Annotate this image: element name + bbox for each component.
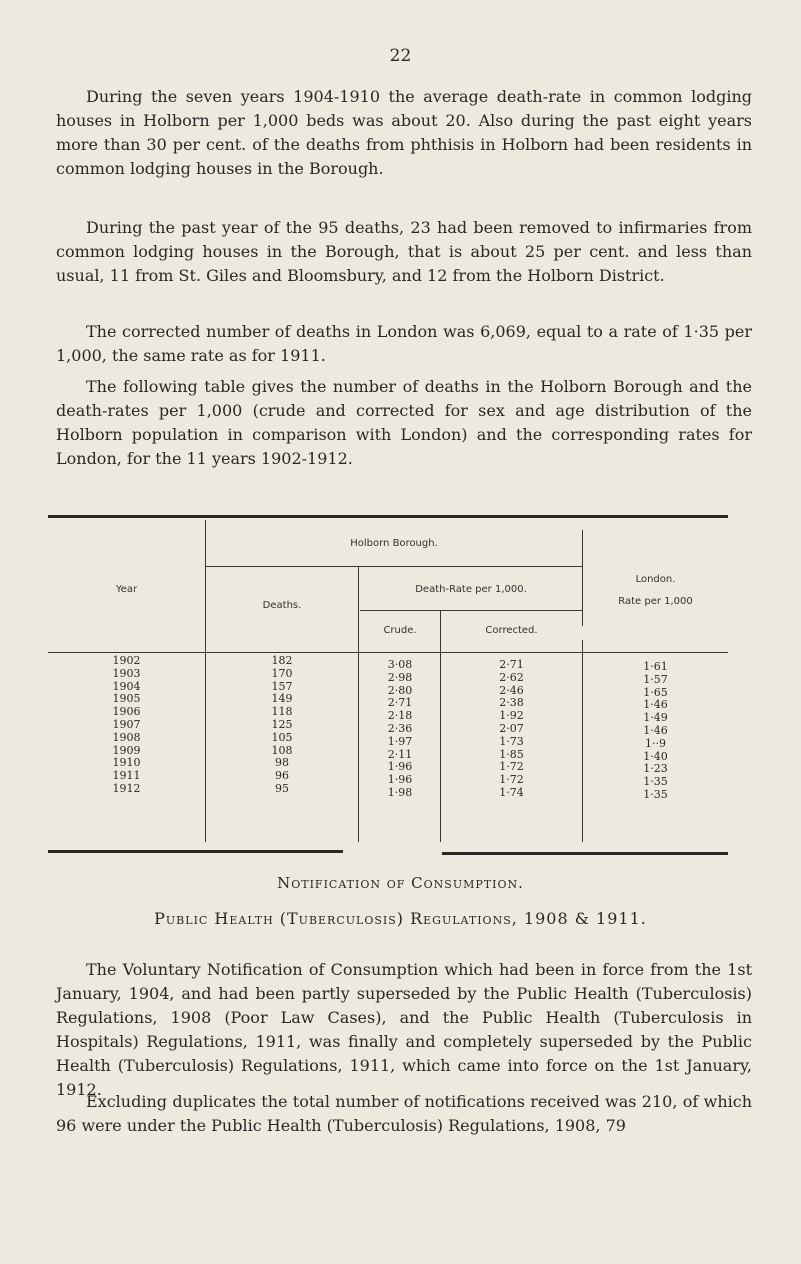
table-cell: 1907 [112,717,141,731]
table-cell: 2·38 [499,696,524,710]
table-cell: 105 [271,730,293,744]
table-cell: 1902 [112,654,141,667]
table-cell: 1910 [112,756,141,770]
paragraph-london-deaths: The corrected number of deaths in London was 6,069, equal to a rate of 1·35 per 1,000, the same rate as for 1911. [56,322,752,365]
table-cell: 1·40 [643,749,668,763]
header-london: London. [635,574,676,585]
header-london-rate: Rate per 1,000 [618,596,693,607]
table-cell: 1·96 [387,773,413,787]
table-cell: 1·96 [387,760,413,774]
table-cell: 170 [271,666,293,680]
table-cell: 1912 [112,781,141,795]
table-cell: 96 [275,769,289,783]
header-holborn-borough: Holborn Borough. [350,538,438,549]
table-cell: 118 [271,705,293,719]
table-cell: 1911 [112,769,141,783]
page-number: 22 [389,46,412,66]
table-cell: 1·98 [387,785,413,799]
table-cell: 1·61 [643,660,668,673]
table-cell: 2·98 [387,670,413,684]
paragraph-voluntary-notification: The Voluntary Notification of Consumption which had been in force from the 1st January, 1904, and had been partly superseded by the Public Health (Tuberculosis) Regulations, 1908 (Poor Law Cases), and the Public Health (Tuberculosis in Hospitals) Regulations, 1911, was finally and completely superseded by the Public Health (Tuberculosis) Regulations, 1911, which came into force on the 1st January, 1912. [56,960,752,1099]
table-cell: 1·97 [387,734,413,748]
table-cell: 1··9 [645,736,666,750]
column-corrected [441,659,582,800]
table-cell: 1·46 [643,698,668,712]
table-cell: 1908 [112,730,141,744]
table-cell: 1906 [112,705,141,719]
table-cell: 2·71 [499,658,524,671]
table-cell: 149 [271,692,293,706]
table-cell: 1·35 [643,775,668,789]
table-cell: 2·62 [499,670,524,684]
column-london-rate [583,661,728,802]
table-cell: 1903 [112,666,141,680]
table-cell: 2·36 [387,721,413,735]
table-cell: 1·57 [643,672,668,686]
table-cell: 157 [271,679,293,693]
paragraph-notifications-total: Excluding duplicates the total number of notifications received was 210, of which 96 were under the Public Health (Tuberculosis) Regulations, 1908, 79 [56,1092,752,1135]
table-cell: 1·72 [499,773,524,787]
table-cell: 1·49 [643,711,668,725]
section-heading-notification: Notification of Consumption. [277,874,524,892]
table-cell: 3·08 [387,658,413,671]
table-cell: 2·46 [499,683,524,697]
column-year [48,655,205,796]
table-cell: 125 [271,717,293,731]
table-cell: 2·80 [387,683,413,697]
table-cell: 1904 [112,679,141,693]
table-cell: 1909 [112,743,141,757]
table-cell: 2·07 [499,721,524,735]
table-cell: 95 [275,781,289,795]
table-cell: 1·92 [499,709,524,723]
header-corrected: Corrected. [485,625,538,636]
table-cell: 1·35 [643,787,668,801]
table-cell: 1·73 [499,734,524,748]
table-cell: 1905 [112,692,141,706]
header-deaths: Deaths. [262,600,302,611]
header-crude: Crude. [383,625,417,636]
table-cell: 1·74 [499,785,524,799]
table-cell: 2·71 [387,696,413,710]
table-cell: 98 [275,756,289,770]
table-cell: 1·23 [643,762,668,776]
paragraph-past-year-deaths: During the past year of the 95 deaths, 23 had been removed to infirmaries from common lodging houses in the Borough, that is about 25 per cent. and less than usual, 11 from St. Giles and Bloomsbury, and 12 from the Holborn District. [56,218,752,285]
paragraph-lodging-houses: During the seven years 1904-1910 the average death-rate in common lodging houses in Holborn per 1,000 beds was about 20. Also during the past eight years more than 30 per cent. of the deaths from phthisis in Holborn had been residents in common lodging houses in the Borough. [56,87,752,178]
paragraph-table-intro: The following table gives the number of deaths in the Holborn Borough and the death-rates per 1,000 (crude and corrected for sex and age distribution of the Holborn population in comparison with London) and the corresponding rates for London, for the 11 years 1902-1912. [56,377,752,468]
table-cell: 182 [271,654,293,667]
header-year: Year [115,584,138,595]
table-cell: 2·11 [387,747,413,761]
section-subheading-regulations: Public Health (Tuberculosis) Regulations, 1908 & 1911. [154,909,647,928]
table-cell: 1·65 [643,685,668,699]
table-cell: 1·72 [499,760,524,774]
column-deaths [206,655,358,796]
table-cell: 1·46 [643,723,668,737]
column-crude [360,659,440,800]
table-cell: 108 [271,743,293,757]
table-cell: 1·85 [499,747,524,761]
header-death-rate: Death-Rate per 1,000. [415,584,527,595]
table-cell: 2·18 [387,709,413,723]
